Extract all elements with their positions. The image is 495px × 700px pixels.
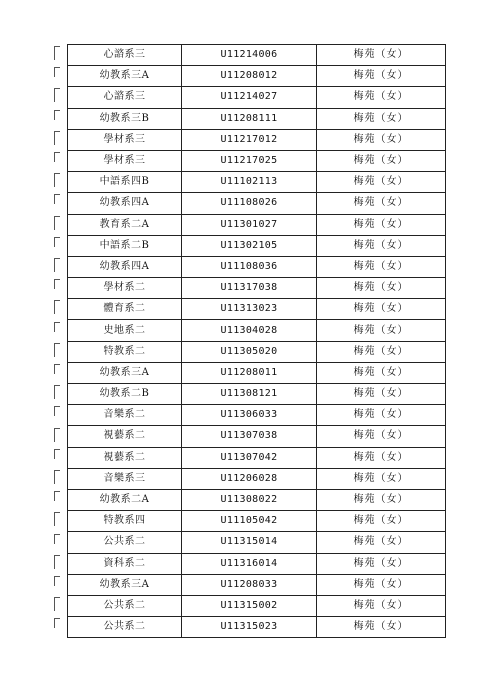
department-cell: 學材系三 [68,129,182,150]
table-row [68,489,446,510]
student-id-cell: U11208011 [182,362,317,383]
dormitory-cell: 梅苑（女） [317,66,446,87]
student-id-cell: U11307038 [182,426,317,447]
table-row [68,617,446,638]
table-row [68,447,446,468]
row-marker [54,449,60,459]
student-id-cell: U11206028 [182,468,317,489]
table-row [68,150,446,171]
dormitory-cell: 梅苑（女） [317,278,446,299]
department-cell: 學材系二 [68,278,182,299]
department-cell: 心諮系三 [68,87,182,108]
department-cell: 視藝系二 [68,426,182,447]
table-row [68,553,446,574]
row-marker [54,491,60,501]
dormitory-cell: 梅苑（女） [317,553,446,574]
row-marker [54,152,60,162]
student-id-cell: U11305020 [182,341,317,362]
student-id-cell: U11301027 [182,214,317,235]
department-cell: 心諮系三 [68,45,182,66]
department-cell: 史地系二 [68,320,182,341]
table-row [68,66,446,87]
dormitory-cell: 梅苑（女） [317,45,446,66]
dormitory-cell: 梅苑（女） [317,320,446,341]
row-marker [54,216,60,230]
row-marker [54,428,60,442]
dormitory-cell: 梅苑（女） [317,532,446,553]
student-id-cell: U11108026 [182,193,317,214]
row-marker [54,67,60,77]
row-marker [54,512,60,526]
table-row [68,511,446,532]
table-row [68,172,446,193]
dormitory-cell: 梅苑（女） [317,617,446,638]
department-cell: 公共系二 [68,595,182,616]
student-id-cell: U11304028 [182,320,317,341]
table-row [68,468,446,489]
dormitory-cell: 梅苑（女） [317,256,446,277]
department-cell: 中語系四B [68,172,182,193]
table-row [68,45,446,66]
table-row [68,532,446,553]
row-marker [54,406,60,416]
department-cell: 視藝系二 [68,447,182,468]
student-id-cell: U11214006 [182,45,317,66]
student-id-cell: U11302105 [182,235,317,256]
department-cell: 幼教系三A [68,574,182,595]
row-marker [54,534,60,544]
row-marker [54,258,60,272]
table-row [68,235,446,256]
table-row [68,574,446,595]
department-cell: 幼教系三B [68,108,182,129]
row-marker [54,279,60,289]
department-cell: 幼教系四A [68,193,182,214]
row-marker [54,322,60,332]
row-marker [54,385,60,399]
table-row [68,256,446,277]
dormitory-roster-table [67,44,446,638]
row-marker [54,470,60,484]
dormitory-cell: 梅苑（女） [317,447,446,468]
table-row [68,129,446,150]
roster-table-body [68,45,446,638]
student-id-cell: U11214027 [182,87,317,108]
table-row [68,384,446,405]
student-id-cell: U11308022 [182,489,317,510]
dormitory-cell: 梅苑（女） [317,362,446,383]
student-id-cell: U11316014 [182,553,317,574]
table-row [68,362,446,383]
table-row [68,214,446,235]
dormitory-cell: 梅苑（女） [317,172,446,193]
department-cell: 幼教系二B [68,384,182,405]
dormitory-cell: 梅苑（女） [317,150,446,171]
student-id-cell: U11308121 [182,384,317,405]
table-row [68,87,446,108]
student-id-cell: U11315023 [182,617,317,638]
department-cell: 中語系二B [68,235,182,256]
department-cell: 幼教系二A [68,489,182,510]
row-marker [54,597,60,611]
dormitory-cell: 梅苑（女） [317,426,446,447]
student-id-cell: U11306033 [182,405,317,426]
dormitory-cell: 梅苑（女） [317,193,446,214]
department-cell: 幼教系三A [68,362,182,383]
student-id-cell: U11315002 [182,595,317,616]
dormitory-cell: 梅苑（女） [317,235,446,256]
department-cell: 體育系二 [68,299,182,320]
student-id-cell: U11208033 [182,574,317,595]
row-marker [54,364,60,374]
dormitory-cell: 梅苑（女） [317,468,446,489]
dormitory-cell: 梅苑（女） [317,405,446,426]
student-id-cell: U11313023 [182,299,317,320]
table-row [68,341,446,362]
table-row [68,320,446,341]
row-marker [54,237,60,247]
student-id-cell: U11317038 [182,278,317,299]
dormitory-cell: 梅苑（女） [317,341,446,362]
dormitory-cell: 梅苑（女） [317,595,446,616]
department-cell: 公共系二 [68,532,182,553]
dormitory-cell: 梅苑（女） [317,511,446,532]
student-id-cell: U11315014 [182,532,317,553]
department-cell: 音樂系三 [68,468,182,489]
student-id-cell: U11108036 [182,256,317,277]
row-marker [54,343,60,357]
dormitory-cell: 梅苑（女） [317,87,446,108]
table-row [68,595,446,616]
department-cell: 特教系二 [68,341,182,362]
student-id-cell: U11208111 [182,108,317,129]
department-cell: 教育系二A [68,214,182,235]
department-cell: 幼教系三A [68,66,182,87]
row-marker [54,46,60,60]
dormitory-cell: 梅苑（女） [317,299,446,320]
department-cell: 幼教系四A [68,256,182,277]
row-marker [54,173,60,187]
table-row [68,299,446,320]
row-marker [54,618,60,628]
table-row [68,405,446,426]
row-marker [54,110,60,120]
student-id-cell: U11105042 [182,511,317,532]
dormitory-cell: 梅苑（女） [317,129,446,150]
dormitory-cell: 梅苑（女） [317,214,446,235]
student-id-cell: U11102113 [182,172,317,193]
table-row [68,426,446,447]
table-row [68,278,446,299]
row-marker [54,300,60,314]
department-cell: 資科系二 [68,553,182,574]
department-cell: 特教系四 [68,511,182,532]
dormitory-cell: 梅苑（女） [317,108,446,129]
row-marker [54,131,60,145]
dormitory-cell: 梅苑（女） [317,489,446,510]
row-marker [54,555,60,569]
department-cell: 音樂系二 [68,405,182,426]
department-cell: 學材系三 [68,150,182,171]
row-marker [54,194,60,204]
row-marker [54,576,60,586]
dormitory-cell: 梅苑（女） [317,384,446,405]
student-id-cell: U11217012 [182,129,317,150]
student-id-cell: U11217025 [182,150,317,171]
row-marker [54,88,60,102]
table-row [68,193,446,214]
student-id-cell: U11208012 [182,66,317,87]
dormitory-cell: 梅苑（女） [317,574,446,595]
department-cell: 公共系二 [68,617,182,638]
table-row [68,108,446,129]
student-id-cell: U11307042 [182,447,317,468]
